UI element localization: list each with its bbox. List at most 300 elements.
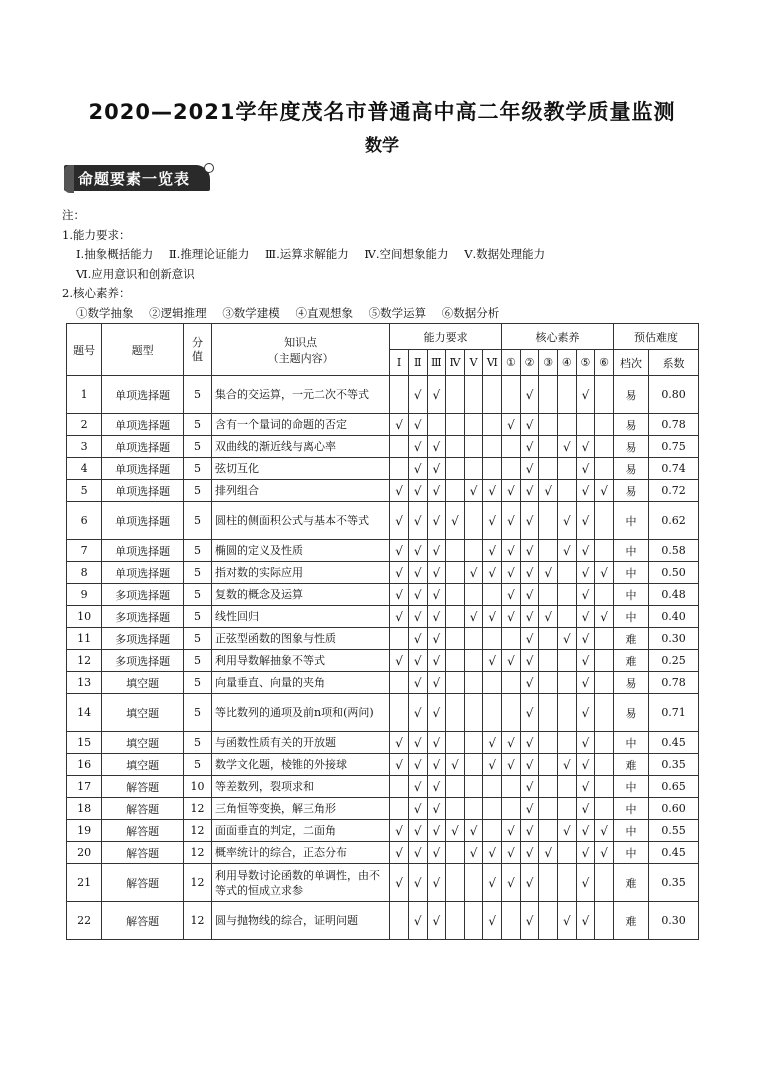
core-check-mark: √ bbox=[558, 820, 577, 842]
core-check-mark: √ bbox=[576, 754, 595, 776]
table-row bbox=[67, 540, 699, 562]
cell-no: 13 bbox=[67, 672, 102, 694]
core-item: ③数学建模 bbox=[222, 305, 280, 320]
cell-score: 5 bbox=[184, 694, 212, 732]
cell-core bbox=[539, 902, 558, 940]
ability-check-mark: √ bbox=[427, 776, 446, 798]
cell-core bbox=[558, 672, 577, 694]
ability-heading: 1.能力要求： bbox=[62, 227, 131, 242]
cell-core bbox=[595, 798, 614, 820]
ability-check-mark: √ bbox=[390, 480, 409, 502]
ability-check-mark: √ bbox=[427, 376, 446, 414]
core-check-mark: √ bbox=[576, 864, 595, 902]
cell-type: 单项选择题 bbox=[102, 502, 184, 540]
cell-score: 12 bbox=[184, 798, 212, 820]
cell-type: 单项选择题 bbox=[102, 436, 184, 458]
ability-check-mark: √ bbox=[408, 776, 427, 798]
core-check-mark: √ bbox=[520, 502, 539, 540]
ability-check-mark: √ bbox=[427, 584, 446, 606]
cell-level: 中 bbox=[613, 798, 648, 820]
table-row bbox=[67, 562, 699, 584]
ability-check-mark: √ bbox=[408, 842, 427, 864]
cell-core bbox=[595, 628, 614, 650]
cell-ability bbox=[464, 732, 483, 754]
core-check-mark: √ bbox=[502, 584, 521, 606]
cell-coef: 0.35 bbox=[649, 754, 699, 776]
ability-check-mark: √ bbox=[408, 754, 427, 776]
cell-core bbox=[502, 672, 521, 694]
core-check-mark: √ bbox=[558, 628, 577, 650]
ability-check-mark: √ bbox=[427, 732, 446, 754]
ability-check-mark: √ bbox=[408, 458, 427, 480]
table-row bbox=[67, 820, 699, 842]
cell-ability bbox=[446, 436, 465, 458]
cell-coef: 0.25 bbox=[649, 650, 699, 672]
ability-check-mark: √ bbox=[427, 754, 446, 776]
header-score bbox=[184, 324, 212, 376]
cell-ability bbox=[464, 458, 483, 480]
cell-coef: 0.40 bbox=[649, 606, 699, 628]
ability-check-mark: √ bbox=[483, 502, 502, 540]
cell-ability bbox=[427, 414, 446, 436]
core-check-mark: √ bbox=[576, 562, 595, 584]
table-row bbox=[67, 502, 699, 540]
core-check-mark: √ bbox=[576, 798, 595, 820]
cell-coef: 0.60 bbox=[649, 798, 699, 820]
core-check-mark: √ bbox=[558, 540, 577, 562]
cell-ability bbox=[483, 628, 502, 650]
header-level: 档次 bbox=[613, 350, 648, 376]
cell-coef: 0.80 bbox=[649, 376, 699, 414]
core-check-mark: √ bbox=[576, 502, 595, 540]
ability-check-mark: √ bbox=[483, 480, 502, 502]
header-core-col: ⑤ bbox=[576, 350, 595, 376]
cell-core bbox=[539, 672, 558, 694]
cell-topic: 三角恒等变换，解三角形 bbox=[212, 798, 390, 820]
cell-score: 5 bbox=[184, 540, 212, 562]
cell-ability bbox=[464, 864, 483, 902]
cell-core bbox=[539, 732, 558, 754]
header-ability-col: Ⅵ bbox=[483, 350, 502, 376]
cell-topic: 正弦型函数的图象与性质 bbox=[212, 628, 390, 650]
cell-level: 难 bbox=[613, 754, 648, 776]
cell-type: 单项选择题 bbox=[102, 414, 184, 436]
cell-level: 易 bbox=[613, 480, 648, 502]
header-ability-col: Ⅳ bbox=[446, 350, 465, 376]
ability-check-mark: √ bbox=[390, 820, 409, 842]
cell-core bbox=[502, 776, 521, 798]
cell-no: 16 bbox=[67, 754, 102, 776]
table-row bbox=[67, 480, 699, 502]
core-check-mark: √ bbox=[539, 842, 558, 864]
cell-core bbox=[558, 606, 577, 628]
cell-core bbox=[595, 540, 614, 562]
cell-level: 易 bbox=[613, 694, 648, 732]
cell-core bbox=[595, 502, 614, 540]
core-check-mark: √ bbox=[520, 776, 539, 798]
cell-ability bbox=[446, 694, 465, 732]
cell-topic: 指对数的实际应用 bbox=[212, 562, 390, 584]
cell-coef: 0.48 bbox=[649, 584, 699, 606]
cell-topic: 利用导数解抽象不等式 bbox=[212, 650, 390, 672]
ability-check-mark: √ bbox=[408, 540, 427, 562]
cell-core bbox=[502, 694, 521, 732]
cell-ability bbox=[446, 562, 465, 584]
cell-type: 解答题 bbox=[102, 902, 184, 940]
cell-core bbox=[558, 584, 577, 606]
core-check-mark: √ bbox=[576, 376, 595, 414]
ability-check-mark: √ bbox=[390, 650, 409, 672]
core-check-mark: √ bbox=[520, 458, 539, 480]
ability-check-mark: √ bbox=[427, 502, 446, 540]
cell-core bbox=[595, 376, 614, 414]
cell-topic: 椭圆的定义及性质 bbox=[212, 540, 390, 562]
section-banner bbox=[64, 163, 214, 195]
cell-core bbox=[558, 842, 577, 864]
cell-no: 5 bbox=[67, 480, 102, 502]
core-check-mark: √ bbox=[520, 436, 539, 458]
cell-type: 单项选择题 bbox=[102, 562, 184, 584]
cell-ability bbox=[464, 902, 483, 940]
cell-ability bbox=[483, 798, 502, 820]
cell-level: 中 bbox=[613, 540, 648, 562]
core-check-mark: √ bbox=[502, 732, 521, 754]
core-check-mark: √ bbox=[558, 902, 577, 940]
ability-check-mark: √ bbox=[390, 540, 409, 562]
core-check-mark: √ bbox=[576, 672, 595, 694]
cell-core bbox=[502, 902, 521, 940]
cell-score: 12 bbox=[184, 864, 212, 902]
ability-check-mark: √ bbox=[408, 902, 427, 940]
cell-topic: 等差数列，裂项求和 bbox=[212, 776, 390, 798]
core-check-mark: √ bbox=[520, 754, 539, 776]
core-check-mark: √ bbox=[520, 864, 539, 902]
ability-item: Ⅰ.抽象概括能力 bbox=[76, 247, 154, 261]
cell-no: 3 bbox=[67, 436, 102, 458]
cell-score: 10 bbox=[184, 776, 212, 798]
core-check-mark: √ bbox=[502, 606, 521, 628]
table-row bbox=[67, 864, 699, 902]
core-check-mark: √ bbox=[520, 694, 539, 732]
ability-check-mark: √ bbox=[483, 732, 502, 754]
cell-topic: 与函数性质有关的开放题 bbox=[212, 732, 390, 754]
core-check-mark: √ bbox=[576, 842, 595, 864]
table-row bbox=[67, 902, 699, 940]
core-check-mark: √ bbox=[576, 480, 595, 502]
cell-score: 5 bbox=[184, 606, 212, 628]
cell-core bbox=[539, 502, 558, 540]
cell-ability bbox=[446, 798, 465, 820]
cell-core bbox=[595, 584, 614, 606]
table-header-row bbox=[67, 324, 699, 350]
core-check-mark: √ bbox=[520, 606, 539, 628]
cell-core bbox=[539, 650, 558, 672]
cell-core bbox=[558, 864, 577, 902]
core-check-mark: √ bbox=[502, 820, 521, 842]
ability-check-mark: √ bbox=[427, 650, 446, 672]
cell-core bbox=[595, 902, 614, 940]
table-body bbox=[67, 376, 699, 940]
table-row bbox=[67, 414, 699, 436]
cell-ability bbox=[483, 584, 502, 606]
ability-check-mark: √ bbox=[483, 902, 502, 940]
cell-no: 12 bbox=[67, 650, 102, 672]
cell-topic: 面面垂直的判定，二面角 bbox=[212, 820, 390, 842]
cell-score: 5 bbox=[184, 732, 212, 754]
cell-coef: 0.50 bbox=[649, 562, 699, 584]
table-row bbox=[67, 376, 699, 414]
cell-no: 9 bbox=[67, 584, 102, 606]
header-core: 核心素养 bbox=[502, 324, 614, 350]
table-row bbox=[67, 628, 699, 650]
cell-core bbox=[595, 864, 614, 902]
cell-coef: 0.58 bbox=[649, 540, 699, 562]
cell-type: 填空题 bbox=[102, 732, 184, 754]
cell-core bbox=[558, 562, 577, 584]
cell-ability bbox=[483, 414, 502, 436]
ability-check-mark: √ bbox=[408, 584, 427, 606]
cell-ability bbox=[390, 798, 409, 820]
ability-check-mark: √ bbox=[408, 672, 427, 694]
cell-coef: 0.55 bbox=[649, 820, 699, 842]
core-check-mark: √ bbox=[520, 562, 539, 584]
cell-core bbox=[558, 414, 577, 436]
header-no: 题号 bbox=[67, 324, 102, 376]
cell-no: 22 bbox=[67, 902, 102, 940]
cell-level: 难 bbox=[613, 864, 648, 902]
header-ability-col: Ⅲ bbox=[427, 350, 446, 376]
ability-check-mark: √ bbox=[483, 842, 502, 864]
cell-topic: 含有一个量词的命题的否定 bbox=[212, 414, 390, 436]
cell-core bbox=[595, 672, 614, 694]
table-row bbox=[67, 694, 699, 732]
banner-label: 命题要素一览表 bbox=[78, 170, 191, 188]
core-check-mark: √ bbox=[502, 502, 521, 540]
ability-check-mark: √ bbox=[390, 584, 409, 606]
cell-ability bbox=[464, 502, 483, 540]
header-ability-col: Ⅱ bbox=[408, 350, 427, 376]
cell-no: 18 bbox=[67, 798, 102, 820]
cell-no: 2 bbox=[67, 414, 102, 436]
cell-no: 8 bbox=[67, 562, 102, 584]
cell-topic: 圆与抛物线的综合，证明问题 bbox=[212, 902, 390, 940]
cell-core bbox=[539, 776, 558, 798]
core-check-mark: √ bbox=[576, 902, 595, 940]
ability-check-mark: √ bbox=[427, 562, 446, 584]
cell-no: 15 bbox=[67, 732, 102, 754]
ability-check-mark: √ bbox=[427, 458, 446, 480]
core-item: ⑥数据分析 bbox=[441, 305, 500, 320]
cell-ability bbox=[446, 650, 465, 672]
header-core-col: ④ bbox=[558, 350, 577, 376]
core-check-mark: √ bbox=[520, 414, 539, 436]
ability-check-mark: √ bbox=[427, 842, 446, 864]
core-item: ①数学抽象 bbox=[76, 305, 134, 320]
cell-level: 易 bbox=[613, 436, 648, 458]
cell-coef: 0.65 bbox=[649, 776, 699, 798]
cell-level: 易 bbox=[613, 458, 648, 480]
cell-level: 易 bbox=[613, 672, 648, 694]
cell-core bbox=[539, 540, 558, 562]
cell-ability bbox=[390, 628, 409, 650]
cell-level: 易 bbox=[613, 376, 648, 414]
cell-no: 20 bbox=[67, 842, 102, 864]
core-check-mark: √ bbox=[520, 650, 539, 672]
core-check-mark: √ bbox=[520, 376, 539, 414]
cell-level: 中 bbox=[613, 562, 648, 584]
core-check-mark: √ bbox=[502, 414, 521, 436]
cell-ability bbox=[464, 436, 483, 458]
core-check-mark: √ bbox=[595, 562, 614, 584]
cell-level: 中 bbox=[613, 842, 648, 864]
cell-level: 中 bbox=[613, 502, 648, 540]
ability-item: Ⅱ.推理论证能力 bbox=[168, 247, 250, 261]
table-row bbox=[67, 650, 699, 672]
cell-type: 多项选择题 bbox=[102, 606, 184, 628]
cell-type: 单项选择题 bbox=[102, 480, 184, 502]
cell-score: 12 bbox=[184, 842, 212, 864]
ability-check-mark: √ bbox=[427, 798, 446, 820]
core-check-mark: √ bbox=[576, 540, 595, 562]
cell-core bbox=[539, 694, 558, 732]
ability-check-mark: √ bbox=[408, 798, 427, 820]
cell-type: 解答题 bbox=[102, 798, 184, 820]
cell-core bbox=[595, 754, 614, 776]
cell-level: 难 bbox=[613, 628, 648, 650]
cell-score: 5 bbox=[184, 436, 212, 458]
cell-ability bbox=[446, 732, 465, 754]
cell-topic: 圆柱的侧面积公式与基本不等式 bbox=[212, 502, 390, 540]
ability-check-mark: √ bbox=[390, 502, 409, 540]
cell-level: 中 bbox=[613, 732, 648, 754]
core-check-mark: √ bbox=[558, 436, 577, 458]
cell-topic: 利用导数讨论函数的单调性，由不等式的恒成立求参 bbox=[212, 864, 390, 902]
cell-score: 5 bbox=[184, 376, 212, 414]
core-check-mark: √ bbox=[576, 458, 595, 480]
cell-type: 解答题 bbox=[102, 776, 184, 798]
ability-check-mark: √ bbox=[483, 650, 502, 672]
core-check-mark: √ bbox=[520, 798, 539, 820]
core-check-mark: √ bbox=[520, 820, 539, 842]
ability-check-mark: √ bbox=[483, 754, 502, 776]
cell-ability bbox=[483, 672, 502, 694]
core-check-mark: √ bbox=[502, 540, 521, 562]
cell-ability bbox=[464, 376, 483, 414]
core-check-mark: √ bbox=[520, 628, 539, 650]
header-topic bbox=[212, 324, 390, 376]
cell-core bbox=[558, 480, 577, 502]
ability-check-mark: √ bbox=[464, 562, 483, 584]
core-item: ②逻辑推理 bbox=[149, 305, 207, 320]
cell-no: 17 bbox=[67, 776, 102, 798]
core-check-mark: √ bbox=[576, 694, 595, 732]
cell-ability bbox=[464, 650, 483, 672]
cell-ability bbox=[390, 376, 409, 414]
header-core-col: ③ bbox=[539, 350, 558, 376]
ability-item: Ⅳ.空间想象能力 bbox=[364, 247, 449, 261]
cell-score: 5 bbox=[184, 672, 212, 694]
ability-check-mark: √ bbox=[408, 502, 427, 540]
core-check-mark: √ bbox=[576, 650, 595, 672]
cell-core bbox=[539, 414, 558, 436]
cell-score: 5 bbox=[184, 754, 212, 776]
core-check-mark: √ bbox=[520, 540, 539, 562]
ability-check-mark: √ bbox=[408, 562, 427, 584]
cell-no: 14 bbox=[67, 694, 102, 732]
ability-item: Ⅲ.运算求解能力 bbox=[265, 247, 349, 261]
cell-ability bbox=[390, 694, 409, 732]
cell-no: 19 bbox=[67, 820, 102, 842]
cell-type: 多项选择题 bbox=[102, 628, 184, 650]
cell-score: 12 bbox=[184, 902, 212, 940]
cell-coef: 0.72 bbox=[649, 480, 699, 502]
core-check-mark: √ bbox=[520, 732, 539, 754]
cell-type: 单项选择题 bbox=[102, 376, 184, 414]
core-check-mark: √ bbox=[595, 480, 614, 502]
cell-ability bbox=[446, 414, 465, 436]
cell-level: 中 bbox=[613, 776, 648, 798]
core-check-mark: √ bbox=[520, 842, 539, 864]
ability-check-mark: √ bbox=[427, 628, 446, 650]
header-topic-line2: （主题内容） bbox=[267, 351, 334, 365]
banner-ring-icon bbox=[204, 163, 214, 173]
cell-ability bbox=[390, 902, 409, 940]
ability-check-mark: √ bbox=[408, 414, 427, 436]
ability-check-mark: √ bbox=[408, 732, 427, 754]
cell-topic: 双曲线的渐近线与离心率 bbox=[212, 436, 390, 458]
header-core-col: ② bbox=[520, 350, 539, 376]
ability-check-mark: √ bbox=[446, 820, 465, 842]
cell-no: 21 bbox=[67, 864, 102, 902]
cell-score: 5 bbox=[184, 458, 212, 480]
cell-ability bbox=[483, 376, 502, 414]
cell-core bbox=[558, 798, 577, 820]
cell-ability bbox=[446, 458, 465, 480]
ability-check-mark: √ bbox=[427, 540, 446, 562]
core-item: ⑤数学运算 bbox=[368, 305, 427, 320]
cell-score: 5 bbox=[184, 562, 212, 584]
cell-core bbox=[539, 376, 558, 414]
cell-score: 5 bbox=[184, 480, 212, 502]
core-check-mark: √ bbox=[595, 606, 614, 628]
ability-check-mark: √ bbox=[483, 562, 502, 584]
table-row bbox=[67, 436, 699, 458]
cell-core bbox=[502, 376, 521, 414]
cell-coef: 0.45 bbox=[649, 732, 699, 754]
cell-ability bbox=[446, 376, 465, 414]
header-ability-col: Ⅰ bbox=[390, 350, 409, 376]
cell-ability bbox=[464, 694, 483, 732]
ability-check-mark: √ bbox=[446, 754, 465, 776]
cell-coef: 0.71 bbox=[649, 694, 699, 732]
ability-item: Ⅴ.数据处理能力 bbox=[464, 247, 546, 261]
core-check-mark: √ bbox=[576, 732, 595, 754]
table-row bbox=[67, 732, 699, 754]
ability-check-mark: √ bbox=[390, 864, 409, 902]
ability-check-mark: √ bbox=[464, 480, 483, 502]
ability-check-mark: √ bbox=[427, 820, 446, 842]
header-core-col: ⑥ bbox=[595, 350, 614, 376]
cell-ability bbox=[446, 672, 465, 694]
ability-check-mark: √ bbox=[464, 820, 483, 842]
table-row bbox=[67, 458, 699, 480]
header-ability: 能力要求 bbox=[390, 324, 502, 350]
header-difficulty: 预估难度 bbox=[613, 324, 698, 350]
cell-topic: 向量垂直、向量的夹角 bbox=[212, 672, 390, 694]
cell-core bbox=[539, 436, 558, 458]
notes-section bbox=[62, 206, 545, 323]
cell-core bbox=[595, 732, 614, 754]
